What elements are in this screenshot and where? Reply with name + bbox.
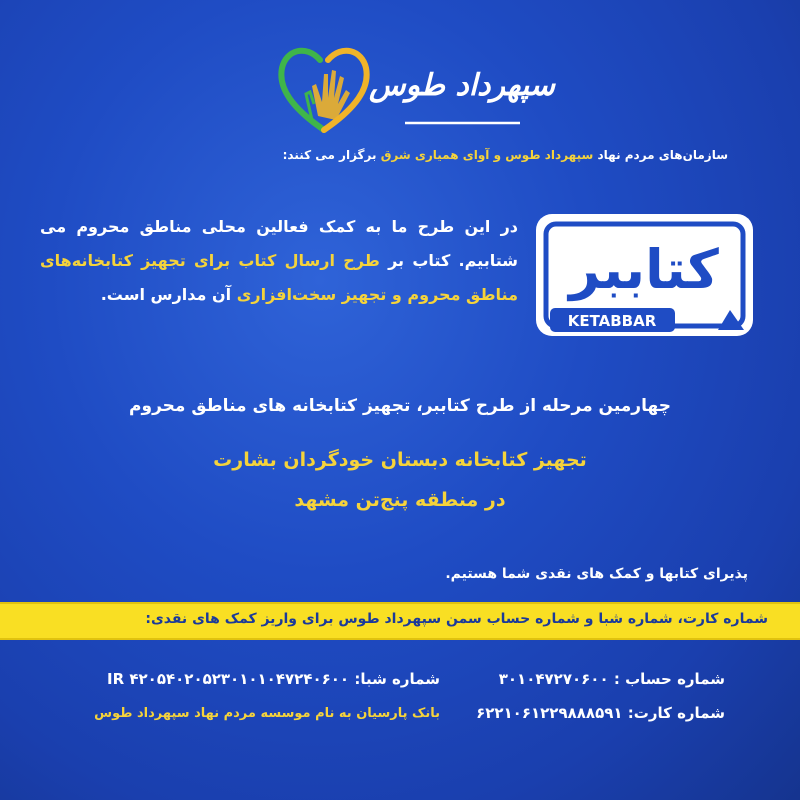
card-number — [425, 704, 725, 722]
intro-part-2: آن مدارس است. — [100, 285, 232, 304]
account-number — [425, 670, 725, 688]
accept-text: پذیرای کتابها و کمک های نقدی شما هستیم. — [445, 566, 748, 582]
bank-name: بانک پارسیان به نام موسسه مردم نهاد سپهرداد طوس — [94, 706, 440, 721]
equip-line-2: در منطقه پنج‌تن مشهد — [294, 489, 506, 511]
organizers-line — [48, 148, 728, 162]
sheba-value: IR ۴۲۰۵۴۰۲۰۵۲۳۰۱۰۱۰۴۷۲۴۰۶۰۰ — [107, 670, 350, 688]
account-value: ۳۰۱۰۴۷۲۷۰۶۰۰ — [498, 670, 609, 688]
organizers-post: برگزار می کنند: — [282, 148, 377, 162]
equip-line-1: تجهیز کتابخانه دبستان خودگردان بشارت — [213, 449, 587, 471]
equip-block — [40, 440, 760, 520]
ketabbar-latin-text: KETABBAR — [567, 312, 657, 330]
intro-paragraph — [40, 210, 518, 312]
sheba-label: شماره شبا: — [354, 670, 440, 688]
sepehrdad-logo-text: سپهرداد طوس — [368, 68, 556, 103]
ketabbar-logo-icon — [532, 210, 757, 340]
logos-header — [0, 30, 800, 140]
card-value: ۶۲۲۱۰۶۱۲۲۹۸۸۸۵۹۱ — [476, 704, 623, 722]
sheba-number — [40, 670, 440, 688]
payment-band-text: شماره کارت، شماره شبا و شماره حساب سمن سپهرداد طوس برای واریز کمک های نقدی: — [145, 611, 768, 627]
sepehrdad-logo-icon — [368, 35, 556, 135]
account-label: شماره حساب : — [613, 670, 725, 688]
heart-hand-logo-icon — [272, 38, 377, 138]
organizers-names: سپهرداد طوس و آوای همیاری شرق — [380, 148, 594, 162]
organizers-pre: سازمان‌های مردم نهاد — [597, 148, 728, 162]
ketabbar-logo-text: کتاببر — [569, 238, 719, 301]
phase-title: چهارمین مرحله از طرح کتاببر، تجهیز کتابخانه های مناطق محروم — [129, 396, 671, 416]
card-label: شماره کارت: — [627, 704, 725, 722]
intro-part-1: در این طرح ما به کمک فعالین محلی مناطق محروم می شتابیم. کتاب بر — [40, 217, 518, 270]
intro-highlight: طرح ارسال کتاب برای تجهیز کتابخانه‌های مناطق محروم و تجهیز سخت‌افزاری — [40, 251, 518, 304]
payment-band — [0, 602, 800, 640]
